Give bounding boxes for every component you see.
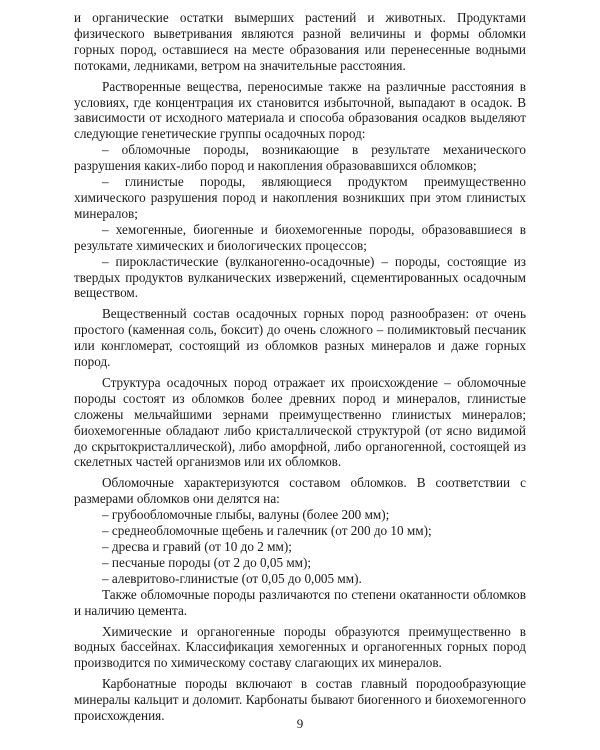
list-item-gravel: – дресва и гравий (от 10 до 2 мм);	[102, 539, 292, 554]
list-item-chemogenic: – хемогенные, биогенные и биохемогенные породы, образовавшиеся в результате химических и биологических процессов;	[74, 221, 526, 253]
paragraph-carbonates: Карбонатные породы включают в состав главный породообразующие минералы кальцит и доломит. Карбонаты бывают биогенного и биохемогенного происхождения.	[74, 676, 526, 724]
paragraph-composition: Вещественный состав осадочных горных пород разнообразен: от очень простого (каменная соль, боксит) до очень сложного – полимиктовый песчаник или конгломерат, состоящий из обломков разных минералов и даже горных пород.	[74, 306, 526, 370]
list-item-clastic: – обломочные породы, возникающие в результате механического разрушения каких-либо пород и накопления образовавшихся обломков;	[74, 142, 526, 174]
paragraph-roundness: Также обломочные породы различаются по степени окатанности обломков и наличию цемента.	[74, 586, 526, 618]
page-number: 9	[296, 716, 304, 731]
list-item-pyroclastic: – пирокластические (вулканогенно-осадочные) – породы, состоящие из твердых продуктов вулканических извержений, сцементированных осадочным веществом.	[74, 253, 526, 301]
list-item-silt: – алевритово-глинистые (от 0,05 до 0,005 мм).	[102, 570, 362, 586]
list-item-coarse: – грубообломочные глыбы, валуны (более 200 мм);	[102, 507, 390, 523]
paragraph-chemical-organic: Химические и органогенные породы образуются преимущественно в водных бассейнах. Классификация хемогенных и органогенных горных пород производится по химическому составу слагающих их минералов.	[74, 623, 526, 671]
list-item-clay: – глинистые породы, являющиеся продуктом преимущественно химического разрушения пород и накопления возникших при этом глинистых минералов;	[74, 174, 526, 221]
paragraph-dissolved-substances: Растворенные вещества, переносимые также на различные расстояния в условиях, где концентрация их становится избыточной, выпадают в осадок. В зависимости от исходного материала и способа образования осадков выделяют следующие генетические группы осадочных пород:	[74, 78, 526, 142]
paragraph-structure: Структура осадочных пород отражает их происхождение – обломочные породы состоят из обломков более древних пород и минералов, глинистые сложены мельчайшими зернами преимущественно глинистых минералов; биохемогенные обладают либо кристаллической структурой (от ясно видимой до скрытокристаллической), либо аморфной, либо органогенной, состоящей из скелетных частей организмов или их обломков.	[74, 374, 526, 470]
paragraph-clastic-sizes: Обломочные характеризуются составом обломков. В соответствии с размерами обломков они делятся на:	[74, 475, 526, 507]
paragraph-continuation: и органические остатки вымерших растений и животных. Продуктами физического выветривания являются разной величины и формы обломки горных пород, оставшиеся на месте образования или перенесенные водными потоками, ледниками, ветром на значительные расстояния.	[74, 10, 526, 73]
list-item-sand: – песчаные породы (от 2 до 0,05 мм);	[102, 554, 312, 570]
body-text	[74, 10, 526, 724]
list-item-medium: – среднеобломочные щебень и галечник (от 200 до 10 мм);	[102, 523, 432, 539]
